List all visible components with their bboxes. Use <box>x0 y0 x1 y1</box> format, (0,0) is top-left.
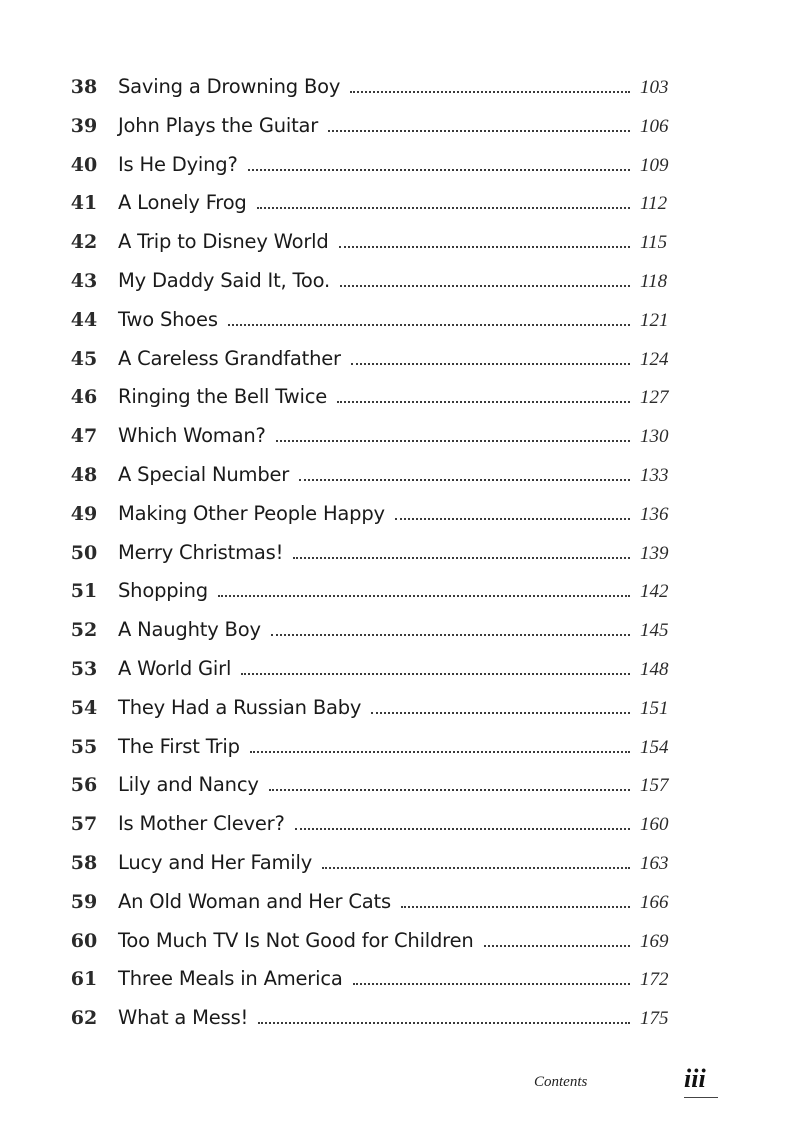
dot-leader <box>299 479 630 481</box>
chapter-page-number: 160 <box>640 814 669 836</box>
footer-page-number: iii <box>684 1064 706 1093</box>
chapter-title: A Trip to Disney World <box>118 230 329 254</box>
dot-leader <box>350 91 630 93</box>
dot-leader <box>241 673 630 675</box>
dot-leader <box>250 751 630 753</box>
chapter-page-number: 103 <box>640 77 669 98</box>
toc-entry <box>56 184 686 223</box>
chapter-title: What a Mess! <box>118 1006 249 1030</box>
chapter-title: Lily and Nancy <box>118 773 259 797</box>
chapter-number: 38 <box>70 76 98 98</box>
toc-entry <box>56 689 686 728</box>
chapter-title: A Naughty Boy <box>118 618 261 642</box>
chapter-number: 54 <box>70 696 98 719</box>
chapter-number: 61 <box>70 968 98 991</box>
chapter-title: Two Shoes <box>118 307 218 331</box>
chapter-number: 43 <box>70 269 98 292</box>
chapter-page-number: 157 <box>640 775 669 797</box>
chapter-number: 48 <box>70 463 98 486</box>
chapter-page-number: 166 <box>640 891 669 913</box>
chapter-page-number: 148 <box>640 658 669 680</box>
chapter-number: 57 <box>70 813 98 836</box>
chapter-title: Saving a Drowning Boy <box>118 75 341 98</box>
toc-entry <box>56 999 686 1038</box>
chapter-title: Which Woman? <box>118 424 266 448</box>
toc-entry <box>56 68 686 107</box>
chapter-number: 49 <box>70 502 98 525</box>
chapter-title: Is Mother Clever? <box>118 812 285 836</box>
dot-leader <box>328 130 630 132</box>
chapter-title: Too Much TV Is Not Good for Children <box>118 928 474 952</box>
dot-leader <box>351 363 630 365</box>
toc-entry <box>56 883 686 922</box>
chapter-number: 44 <box>70 308 98 331</box>
chapter-title: An Old Woman and Her Cats <box>118 889 391 913</box>
chapter-title: They Had a Russian Baby <box>118 695 362 719</box>
dot-leader <box>337 401 630 403</box>
chapter-page-number: 115 <box>640 232 668 254</box>
toc-entry <box>56 301 686 340</box>
chapter-number: 45 <box>70 347 98 370</box>
chapter-page-number: 151 <box>640 697 669 719</box>
dot-leader <box>401 906 630 908</box>
dot-leader <box>339 246 630 248</box>
chapter-title: A World Girl <box>118 656 232 680</box>
chapter-page-number: 169 <box>640 930 669 952</box>
chapter-number: 53 <box>70 657 98 680</box>
chapter-title: A Special Number <box>118 462 290 486</box>
toc-entry <box>56 146 686 185</box>
chapter-page-number: 124 <box>640 348 669 370</box>
toc-entry <box>56 223 686 262</box>
chapter-page-number: 109 <box>640 154 669 176</box>
chapter-title: My Daddy Said It, Too. <box>118 268 331 292</box>
dot-leader <box>484 945 630 947</box>
chapter-number: 58 <box>70 851 98 874</box>
chapter-number: 41 <box>70 192 98 215</box>
toc-entry <box>56 805 686 844</box>
chapter-page-number: 133 <box>640 464 669 486</box>
chapter-page-number: 172 <box>640 969 669 991</box>
dot-leader <box>371 712 630 714</box>
dot-leader <box>228 324 630 326</box>
toc-entry <box>56 534 686 573</box>
chapter-title: Ringing the Bell Twice <box>118 385 328 409</box>
toc-entry <box>56 456 686 495</box>
dot-leader <box>218 595 630 597</box>
chapter-number: 50 <box>70 541 98 564</box>
chapter-title: Is He Dying? <box>118 152 238 176</box>
chapter-page-number: 142 <box>640 581 669 603</box>
dot-leader <box>258 1022 630 1024</box>
dot-leader <box>271 634 630 636</box>
toc-entry <box>56 340 686 379</box>
chapter-page-number: 112 <box>640 193 668 215</box>
chapter-title: A Lonely Frog <box>118 191 247 215</box>
chapter-page-number: 163 <box>640 852 669 874</box>
toc-entry <box>56 611 686 650</box>
chapter-page-number: 127 <box>640 387 669 409</box>
chapter-page-number: 145 <box>640 620 669 642</box>
chapter-number: 40 <box>70 153 98 176</box>
chapter-title: The First Trip <box>118 734 240 758</box>
chapter-number: 62 <box>70 1007 98 1030</box>
toc-entry <box>56 417 686 456</box>
chapter-number: 60 <box>70 929 98 952</box>
dot-leader <box>295 828 630 830</box>
chapter-number: 55 <box>70 735 98 758</box>
toc-entry <box>56 844 686 883</box>
chapter-page-number: 121 <box>640 309 669 331</box>
chapter-page-number: 136 <box>640 503 669 525</box>
dot-leader <box>248 169 630 171</box>
footer-section-label: Contents <box>534 1074 588 1090</box>
chapter-number: 46 <box>70 386 98 409</box>
table-of-contents <box>56 68 686 1038</box>
chapter-title: Making Other People Happy <box>118 501 385 525</box>
chapter-title: Shopping <box>118 579 208 603</box>
chapter-number: 42 <box>70 231 98 254</box>
dot-leader <box>276 440 630 442</box>
chapter-title: A Careless Grandfather <box>118 346 341 370</box>
toc-entry <box>56 262 686 301</box>
footer-underline <box>684 1097 718 1098</box>
chapter-number: 47 <box>70 425 98 448</box>
dot-leader <box>293 557 630 559</box>
dot-leader <box>257 207 630 209</box>
chapter-page-number: 175 <box>640 1008 669 1030</box>
dot-leader <box>269 789 630 791</box>
chapter-number: 39 <box>70 114 98 137</box>
dot-leader <box>322 867 630 869</box>
toc-entry <box>56 922 686 961</box>
toc-entry <box>56 650 686 689</box>
chapter-title: Merry Christmas! <box>118 540 284 564</box>
chapter-page-number: 139 <box>640 542 669 564</box>
toc-entry <box>56 766 686 805</box>
chapter-number: 51 <box>70 580 98 603</box>
chapter-page-number: 130 <box>640 426 669 448</box>
chapter-page-number: 106 <box>640 115 669 137</box>
dot-leader <box>395 518 630 520</box>
chapter-number: 56 <box>70 774 98 797</box>
chapter-number: 52 <box>70 619 98 642</box>
chapter-page-number: 154 <box>640 736 669 758</box>
chapter-title: Three Meals in America <box>118 967 343 991</box>
toc-entry <box>56 728 686 767</box>
dot-leader <box>353 983 630 985</box>
toc-entry <box>56 960 686 999</box>
toc-entry <box>56 378 686 417</box>
chapter-page-number: 118 <box>640 270 668 292</box>
toc-entry <box>56 495 686 534</box>
toc-entry <box>56 572 686 611</box>
toc-entry <box>56 107 686 146</box>
chapter-number: 59 <box>70 890 98 913</box>
dot-leader <box>340 285 630 287</box>
chapter-title: Lucy and Her Family <box>118 850 313 874</box>
chapter-title: John Plays the Guitar <box>118 113 319 137</box>
